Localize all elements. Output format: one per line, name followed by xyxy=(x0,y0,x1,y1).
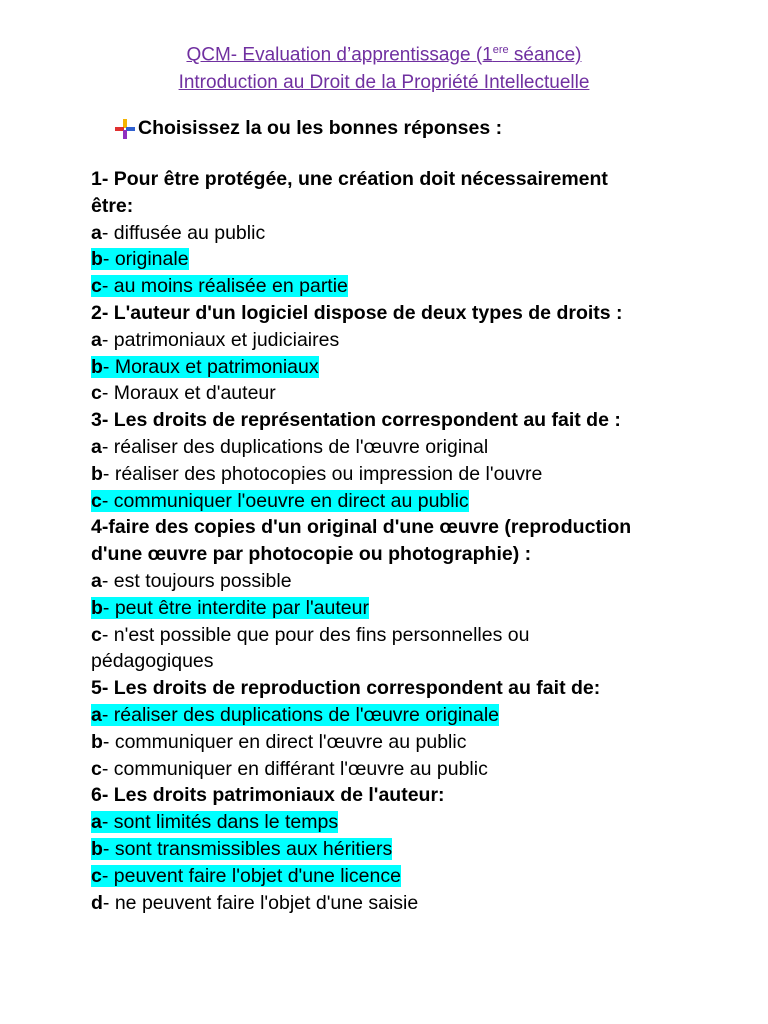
title-superscript: ere xyxy=(492,44,509,56)
document-subtitle: Introduction au Droit de la Propriété Intellectuelle xyxy=(178,72,590,93)
option-letter: b xyxy=(91,596,103,619)
question-text: 1- Pour être protégée, une création doit nécessairement xyxy=(91,168,608,190)
answer-text xyxy=(91,463,542,485)
answer-option-continuation: pédagogiques xyxy=(91,650,214,673)
answer-text xyxy=(91,731,466,753)
option-text: - est toujours possible xyxy=(101,569,292,592)
option-text: - sont limités dans le temps xyxy=(101,811,339,834)
answer-text xyxy=(91,436,488,458)
instruction-text: Choisissez la ou les bonnes réponses : xyxy=(138,117,503,139)
option-letter: c xyxy=(91,864,102,887)
answer-option xyxy=(91,461,691,488)
highlighted-answer xyxy=(91,838,392,860)
option-letter: a xyxy=(91,328,102,351)
option-text: - au moins réalisée en partie xyxy=(101,275,348,298)
option-letter: a xyxy=(91,221,102,244)
option-letter: c xyxy=(91,382,102,405)
option-letter: a xyxy=(91,811,102,834)
question-text: 2- L'auteur d'un logiciel dispose de deux types de droits : xyxy=(91,301,623,324)
answer-option xyxy=(91,488,691,515)
answer-option xyxy=(91,622,691,649)
answer-option xyxy=(91,273,691,300)
option-text: - sont transmissibles aux héritiers xyxy=(102,837,393,860)
option-text: - ne peuvent faire l'objet d'une saisie xyxy=(102,891,419,914)
answer-text xyxy=(91,892,418,914)
option-letter: c xyxy=(91,275,102,298)
answer-option xyxy=(91,380,691,407)
questions-list xyxy=(91,166,691,916)
answer-text xyxy=(91,570,292,592)
answer-option xyxy=(91,836,691,863)
option-text: - communiquer l'oeuvre en direct au public xyxy=(101,489,469,512)
option-text: - réaliser des duplications de l'œuvre originale xyxy=(101,703,500,726)
option-text: - Moraux et patrimoniaux xyxy=(102,355,319,378)
option-text: - réaliser des photocopies ou impression de l'ouvre xyxy=(102,462,543,485)
instruction xyxy=(114,117,502,140)
option-letter: a xyxy=(91,569,102,592)
option-letter: d xyxy=(91,891,103,914)
option-text: - diffusée au public xyxy=(101,221,266,244)
option-text: - peut être interdite par l'auteur xyxy=(102,596,369,619)
answer-option xyxy=(91,595,691,622)
answer-text xyxy=(91,222,265,244)
colored-cross-bullet-icon xyxy=(114,118,136,140)
question-text: 5- Les droits de reproduction correspondent au fait de: xyxy=(91,677,601,700)
option-text: - réaliser des duplications de l'œuvre original xyxy=(101,435,489,458)
answer-option xyxy=(91,863,691,890)
answer-option xyxy=(91,809,691,836)
option-letter: b xyxy=(91,355,103,378)
option-letter: c xyxy=(91,489,102,512)
highlighted-answer xyxy=(91,490,469,512)
option-letter: b xyxy=(91,248,103,271)
option-letter: a xyxy=(91,435,102,458)
title-suffix: séance) xyxy=(508,44,582,66)
answer-text xyxy=(91,382,276,404)
answer-text xyxy=(91,624,529,646)
option-letter: c xyxy=(91,757,102,780)
answer-option xyxy=(91,890,691,917)
highlighted-answer xyxy=(91,248,189,270)
option-text: - Moraux et d'auteur xyxy=(101,382,276,405)
answer-text xyxy=(91,329,339,351)
option-text: - communiquer en différant l'œuvre au public xyxy=(101,757,488,780)
option-letter: c xyxy=(91,623,102,646)
question-text: 4-faire des copies d'un original d'une œuvre (reproduction xyxy=(91,516,632,539)
answer-option xyxy=(91,327,691,354)
answer-option xyxy=(91,568,691,595)
document-title xyxy=(0,44,768,66)
option-letter: b xyxy=(91,837,103,860)
answer-option xyxy=(91,220,691,247)
highlighted-answer xyxy=(91,275,348,297)
highlighted-answer xyxy=(91,865,401,887)
question-text: 3- Les droits de représentation correspondent au fait de : xyxy=(91,409,621,432)
highlighted-answer xyxy=(91,704,499,726)
option-text: - peuvent faire l'objet d'une licence xyxy=(101,864,401,887)
highlighted-answer xyxy=(91,597,369,619)
option-letter: a xyxy=(91,703,102,726)
answer-option xyxy=(91,756,691,783)
answer-text xyxy=(91,758,488,780)
option-text: - n'est possible que pour des fins personnelles ou xyxy=(101,623,530,646)
question-text: être: xyxy=(91,194,134,217)
option-text: - originale xyxy=(102,248,189,271)
answer-option xyxy=(91,434,691,461)
question-text: d'une œuvre par photocopie ou photographie) : xyxy=(91,543,532,566)
answer-option xyxy=(91,729,691,756)
question-text: 6- Les droits patrimoniaux de l'auteur: xyxy=(91,784,445,807)
option-letter: b xyxy=(91,730,103,753)
highlighted-answer xyxy=(91,811,338,833)
option-text: - patrimoniaux et judiciaires xyxy=(101,328,340,351)
answer-option xyxy=(91,246,691,273)
answer-option xyxy=(91,354,691,381)
title-prefix: QCM- Evaluation d’apprentissage (1 xyxy=(186,44,493,66)
highlighted-answer xyxy=(91,356,319,378)
option-letter: b xyxy=(91,462,103,485)
option-text: - communiquer en direct l'œuvre au public xyxy=(102,730,467,753)
answer-option xyxy=(91,702,691,729)
